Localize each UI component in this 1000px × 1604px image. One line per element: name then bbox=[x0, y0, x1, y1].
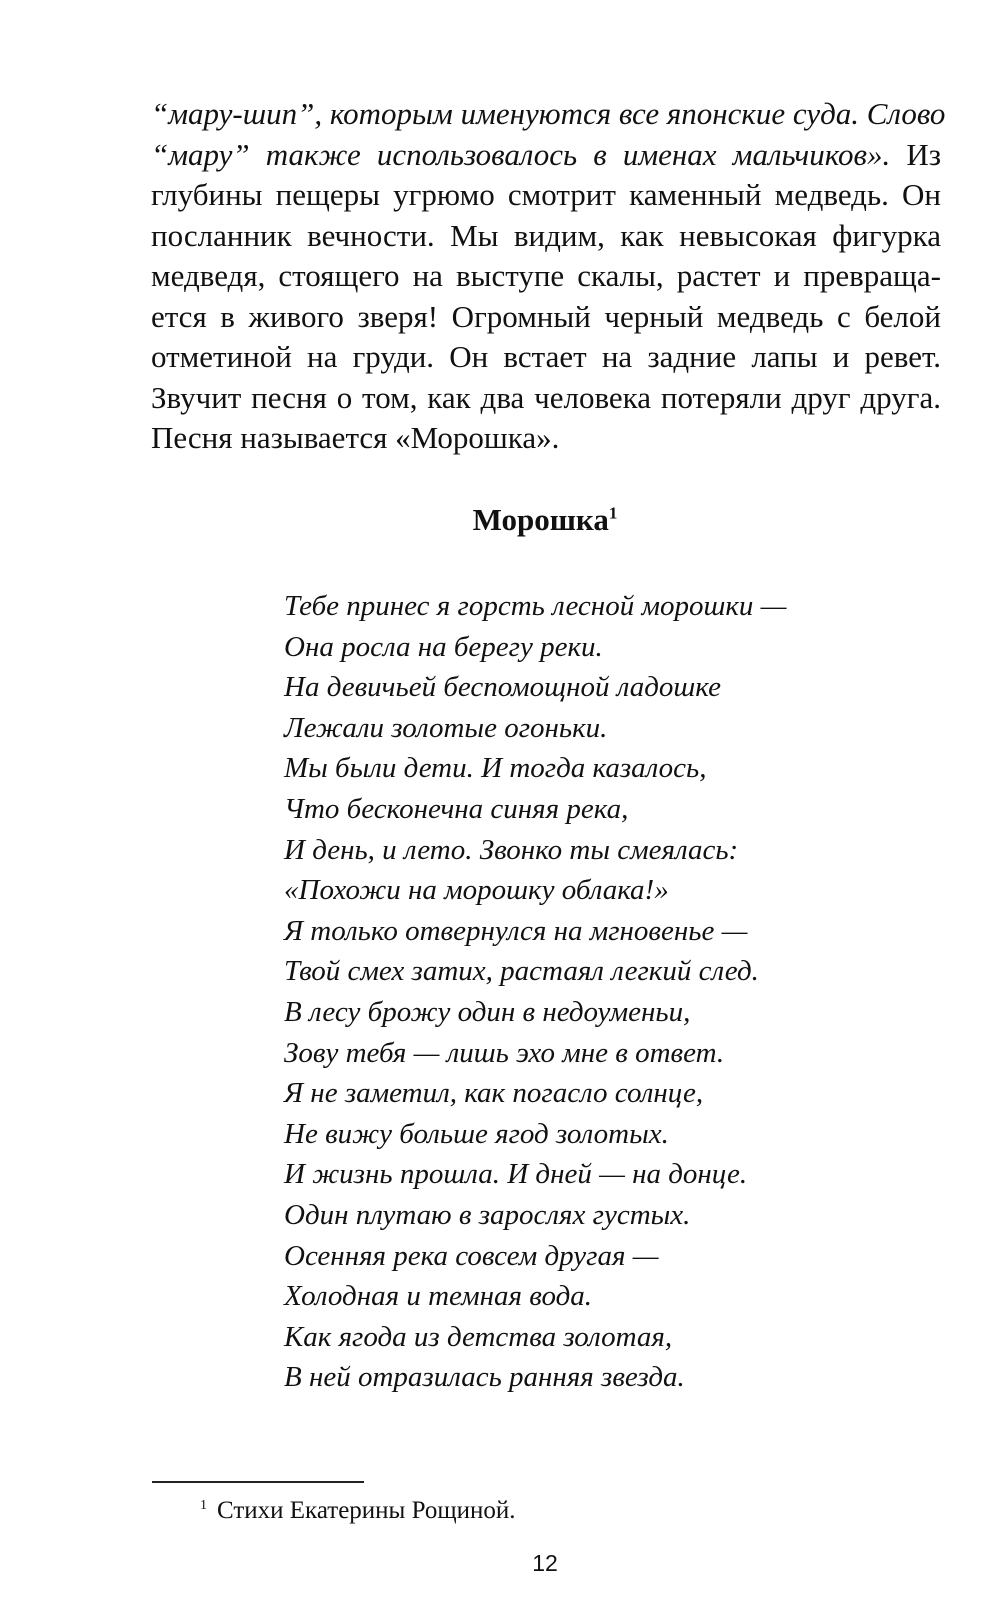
poem-verse: Как ягода из детства золотая, bbox=[284, 1320, 673, 1353]
prose-line-regular: Из bbox=[890, 136, 941, 172]
poem-verse: Зову тебя — лишь эхо мне в ответ. bbox=[284, 1036, 725, 1069]
prose-line-italic: “мару-шип”, которым именуются все японские суда. Слово bbox=[151, 96, 946, 131]
prose-line bbox=[151, 256, 941, 297]
poem-verse: Лежали золотые огоньки. bbox=[284, 711, 608, 744]
prose-line-regular: Песня называется «Морошка». bbox=[151, 420, 560, 455]
footnote bbox=[200, 1497, 516, 1525]
prose-line-regular: ется в живого зверя! Огромный черный медведь с белой bbox=[151, 298, 941, 334]
poem-verse: Я только отвернулся на мгновенье — bbox=[284, 914, 748, 947]
poem-title-footnote-mark: 1 bbox=[608, 503, 618, 523]
poem-verse: Она росла на берегу реки. bbox=[284, 630, 603, 663]
prose-line bbox=[151, 175, 941, 216]
prose-line bbox=[151, 94, 946, 135]
poem-verse: В ней отразилась ранняя звезда. bbox=[284, 1361, 685, 1394]
prose-line bbox=[151, 135, 941, 176]
prose-line bbox=[151, 297, 941, 338]
poem-verse: «Похожи на морошку облака!» bbox=[284, 874, 669, 907]
footnote-mark: 1 bbox=[200, 1497, 207, 1513]
poem-body bbox=[284, 586, 934, 1398]
poem-verse: Твой смех затих, растаял легкий след. bbox=[284, 955, 759, 988]
poem-verse: И жизнь прошла. И дней — на донце. bbox=[284, 1158, 748, 1191]
poem-verse: В лесу брожу один в недоуменьи, bbox=[284, 995, 691, 1028]
prose-line bbox=[151, 378, 941, 419]
page-number: 12 bbox=[532, 1550, 558, 1576]
poem-verse: И день, и лето. Звонко ты смеялась: bbox=[284, 833, 739, 866]
prose-line bbox=[151, 418, 941, 459]
prose-line-regular: отметиной на груди. Он встает на задние лапы и ревет. bbox=[151, 339, 941, 374]
footnote-divider bbox=[152, 1481, 364, 1483]
poem-verse: Я не заметил, как погасло солнце, bbox=[284, 1077, 704, 1110]
poem-verse: Холодная и темная вода. bbox=[284, 1280, 593, 1313]
poem-verse: Тебе принес я горсть лесной морошки — bbox=[284, 590, 787, 622]
footnote-text: Стихи Екатерины Рощиной. bbox=[217, 1497, 516, 1524]
prose-line-regular: медведя, стоящего на выступе скалы, растет и превраща- bbox=[151, 258, 941, 293]
poem-verse: Не вижу больше ягод золотых. bbox=[284, 1117, 669, 1150]
prose-line-italic: “мару” также использовалось в именах мальчиков». bbox=[151, 136, 891, 172]
prose-line-regular: Звучит песня о том, как два человека потеряли друг друга. bbox=[151, 379, 941, 415]
prose-line-regular: посланник вечности. Мы видим, как невысокая фигурка bbox=[151, 217, 941, 253]
poem-verse: Осенняя река совсем другая — bbox=[284, 1239, 659, 1272]
poem-title-text: Морошка bbox=[472, 502, 609, 537]
poem-verse: Один плутаю в зарослях густых. bbox=[284, 1198, 691, 1231]
prose-line bbox=[151, 216, 941, 257]
prose-paragraph bbox=[151, 94, 946, 459]
poem-verse: Что бесконечна синяя река, bbox=[284, 792, 629, 825]
prose-line bbox=[151, 337, 941, 378]
prose-line-regular: глубины пещеры угрюмо смотрит каменный медведь. Он bbox=[151, 177, 941, 212]
poem-verse: Мы были дети. И тогда казалось, bbox=[284, 752, 707, 785]
poem-title bbox=[0, 502, 1000, 538]
poem-verse: На девичьей беспомощной ладошке bbox=[284, 671, 721, 704]
